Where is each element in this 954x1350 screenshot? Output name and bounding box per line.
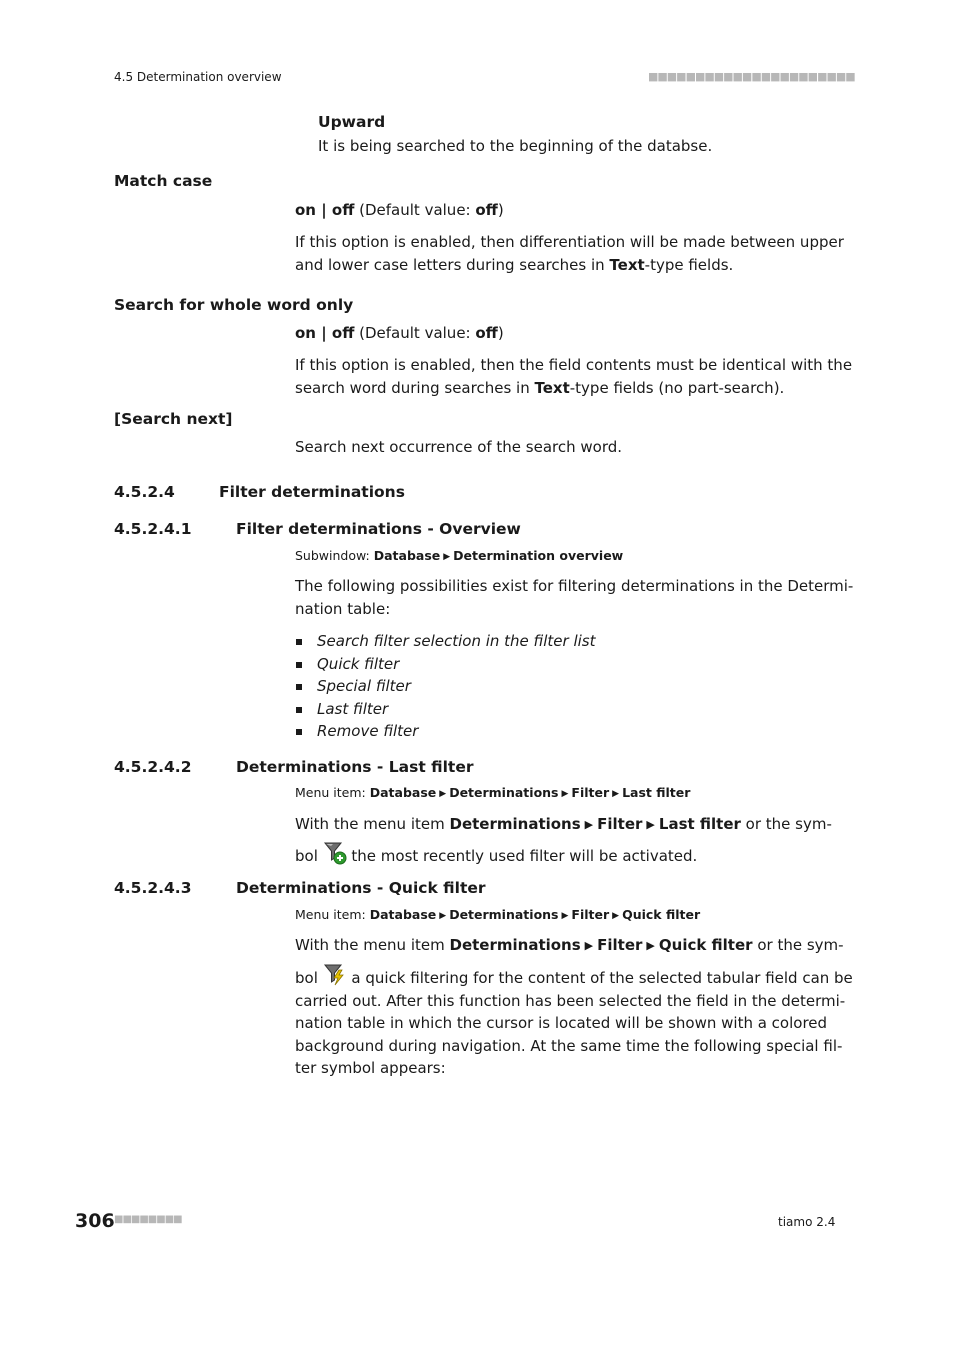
footer-decoration: ■■■■■■■■ [114, 1214, 182, 1225]
text-bold: Filter [597, 936, 643, 954]
upward-term: Upward [318, 113, 386, 131]
text-line: background during navigation. At the same time the following special fil- [295, 1036, 843, 1055]
list-item [295, 630, 595, 653]
path-label: Menu item: [295, 785, 370, 800]
desc-line: If this option is enabled, then the field contents must be identical with the [295, 356, 853, 374]
path-item: Filter [571, 785, 610, 800]
section-title: Determinations - Quick filter [236, 879, 486, 897]
path-item: Database [373, 548, 441, 563]
text: or the sym- [740, 815, 832, 833]
bullet-icon [296, 662, 302, 668]
search-next-desc: Search next occurrence of the search word. [295, 438, 623, 456]
list-item-text: Last filter [317, 699, 389, 718]
text: search word during searches in [295, 378, 535, 397]
bullet-icon [296, 707, 302, 713]
section-number: 4.5.2.4.2 [114, 758, 192, 776]
text: bol [295, 969, 323, 987]
quick-filter-text-rest [295, 963, 853, 1080]
list-item [295, 675, 595, 698]
path-item: Database [369, 907, 437, 922]
close-paren: ) [497, 201, 504, 219]
section-number: 4.5.2.4.3 [114, 879, 192, 897]
last-filter-text-2 [295, 841, 697, 868]
text-bold: Filter [597, 815, 643, 833]
upward-desc: It is being searched to the beginning of the databse. [318, 137, 713, 155]
bullet-icon [296, 729, 302, 735]
path-item: Determinations [449, 785, 559, 800]
text-line: nation table in which the cursor is located will be shown with a colored [295, 1014, 828, 1032]
section-title: Filter determinations - Overview [236, 520, 521, 538]
list-item [295, 698, 595, 721]
header-decoration: ■■■■■■■■■■■■■■■■■■■■■■ [648, 70, 855, 83]
path-item: Last filter [622, 785, 691, 800]
whole-word-term: Search for whole word only [114, 296, 354, 314]
text: With the menu item [295, 815, 450, 833]
product-name: tiamo 2.4 [778, 1215, 836, 1229]
text: With the menu item [295, 936, 450, 954]
filter-options-list [295, 630, 595, 743]
section-title: Determinations - Last filter [236, 758, 474, 776]
text-bold: Text [534, 378, 570, 397]
text: or the sym- [752, 936, 844, 954]
path-arrow-icon: ▶ [561, 789, 569, 799]
bullet-icon [296, 684, 302, 690]
text-bold: Determinations [449, 936, 581, 954]
running-header: 4.5 Determination overview [114, 70, 282, 84]
menu-item-path [295, 907, 700, 922]
desc-line [295, 254, 844, 277]
match-case-term: Match case [114, 172, 213, 190]
whole-word-values [295, 322, 504, 345]
path-label: Menu item: [295, 907, 370, 922]
path-label: Subwindow: [295, 548, 374, 563]
path-arrow-icon: ▶ [584, 818, 594, 831]
close-paren: ) [497, 324, 504, 342]
path-item: Database [369, 785, 437, 800]
default-label: (Default value: [354, 324, 476, 342]
section-number: 4.5.2.4.1 [114, 520, 192, 538]
match-case-desc [295, 231, 844, 276]
default-value: off [475, 324, 498, 342]
last-filter-text-1 [295, 813, 832, 838]
match-case-values [295, 199, 504, 222]
menu-item-path [295, 785, 690, 800]
path-arrow-icon: ▶ [584, 939, 594, 952]
path-item: Determinations [449, 907, 559, 922]
last-filter-icon [323, 841, 347, 865]
values: on | off [295, 201, 355, 219]
page-number: 306 [75, 1210, 115, 1232]
text-line: ter symbol appears: [295, 1059, 446, 1077]
path-item: Quick filter [622, 907, 701, 922]
section-title: Filter determinations [219, 483, 405, 501]
quick-filter-icon [323, 963, 347, 987]
path-item: Filter [571, 907, 610, 922]
quick-filter-text-1 [295, 934, 844, 959]
text-line: The following possibilities exist for filtering determinations in the Determi- [295, 577, 854, 595]
path-arrow-icon: ▶ [612, 789, 620, 799]
path-arrow-icon: ▶ [612, 911, 620, 921]
text-bold: Text [609, 255, 645, 274]
path-arrow-icon: ▶ [439, 911, 447, 921]
text-line [295, 963, 853, 990]
text-bold: Last filter [658, 815, 741, 833]
text: -type fields (no part-search). [569, 378, 785, 397]
default-label: (Default value: [354, 201, 476, 219]
list-item-text: Special filter [317, 677, 411, 695]
text: -type fields. [644, 255, 734, 274]
text-line: carried out. After this function has been selected the field in the determi- [295, 991, 846, 1010]
text-bold: Determinations [449, 815, 581, 833]
path-item: Determination overview [453, 548, 624, 563]
path-arrow-icon: ▶ [646, 818, 655, 831]
default-value: off [475, 201, 498, 219]
text: the most recently used filter will be activated. [346, 847, 698, 865]
list-item [295, 720, 595, 743]
path-arrow-icon: ▶ [443, 552, 451, 562]
text-line: nation table: [295, 599, 391, 618]
list-item-text: Remove filter [317, 722, 419, 740]
desc-line [295, 377, 852, 400]
search-next-term: [Search next] [114, 410, 233, 428]
list-item [295, 653, 595, 676]
text: and lower case letters during searches in [295, 255, 610, 274]
subwindow-path [295, 548, 623, 563]
path-arrow-icon: ▶ [439, 789, 447, 799]
desc-line: If this option is enabled, then differentiation will be made between upper [295, 233, 844, 251]
section-number: 4.5.2.4 [114, 483, 175, 501]
text-bold: Quick filter [658, 936, 753, 954]
overview-text [295, 575, 853, 620]
path-arrow-icon: ▶ [561, 911, 569, 921]
whole-word-desc [295, 354, 852, 399]
text: bol [295, 847, 323, 865]
path-arrow-icon: ▶ [646, 939, 655, 952]
values: on | off [295, 324, 355, 342]
text: a quick filtering for the content of the selected tabular field can be [346, 969, 853, 987]
bullet-icon [296, 639, 302, 645]
list-item-text: Quick filter [317, 654, 400, 673]
list-item-text: Search filter selection in the filter list [317, 632, 596, 650]
